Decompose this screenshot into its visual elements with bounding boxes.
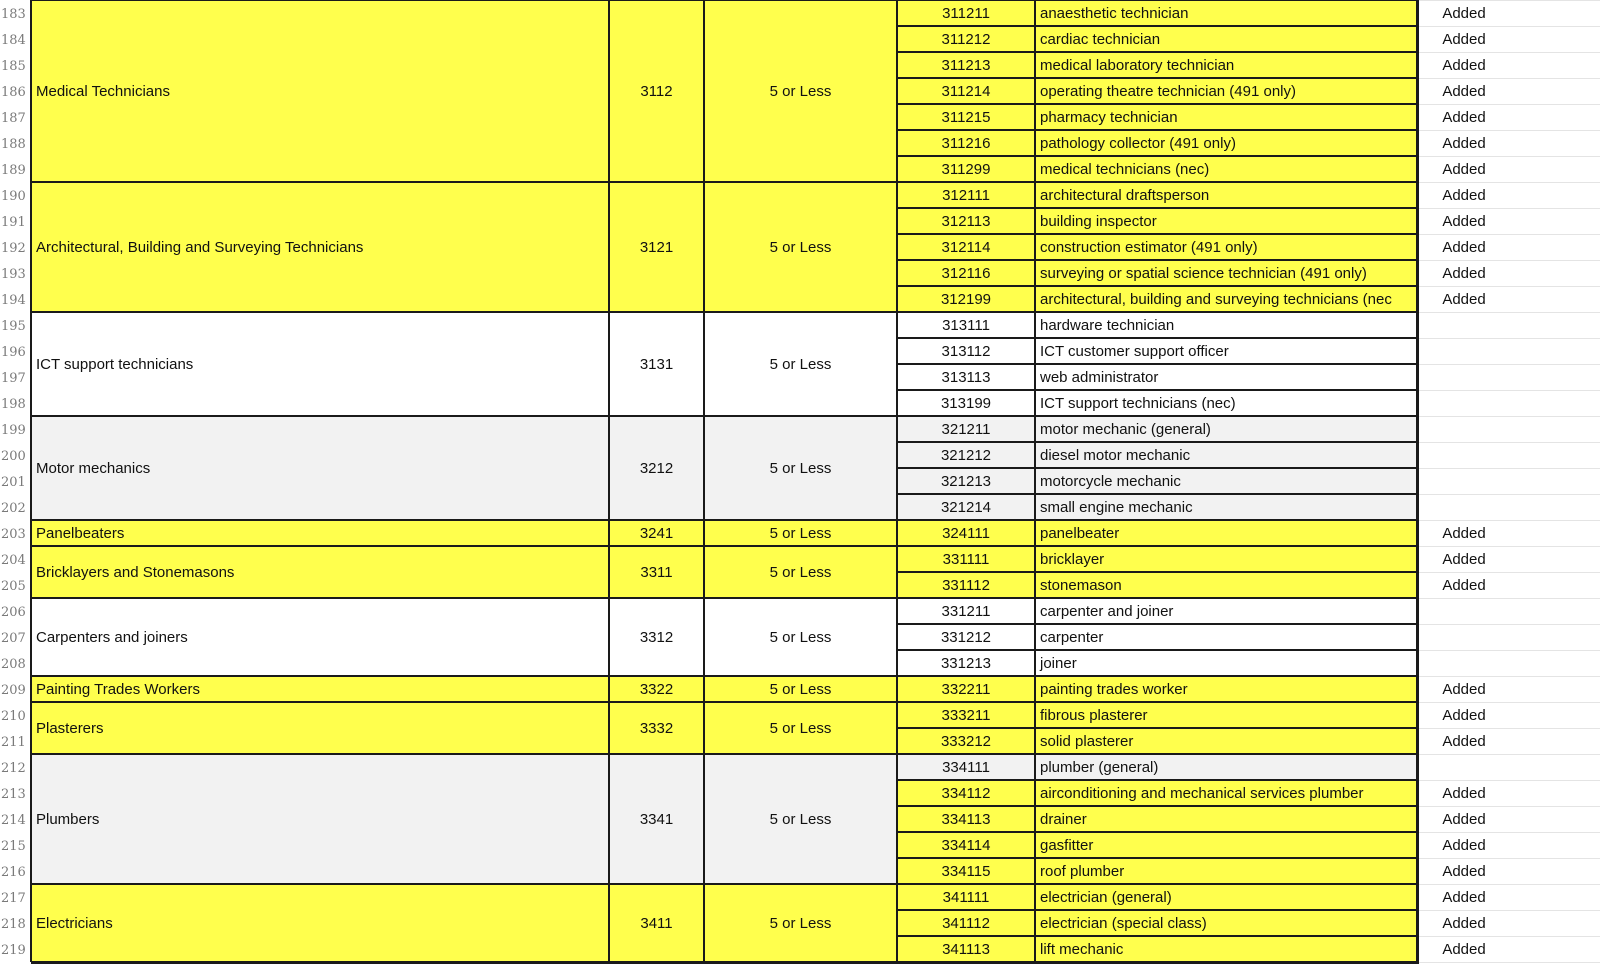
occupation-title-cell[interactable]: electrician (special class) — [1035, 910, 1417, 936]
occupation-code-cell[interactable]: 313111 — [897, 312, 1035, 338]
occupation-title-cell[interactable]: surveying or spatial science technician (491 only) — [1035, 260, 1417, 286]
status-cell[interactable] — [1418, 494, 1510, 520]
size-cell[interactable]: 5 or Less — [704, 546, 897, 598]
occupation-title-cell[interactable]: operating theatre technician (491 only) — [1035, 78, 1417, 104]
unit-group-name-cell[interactable]: ICT support technicians — [31, 312, 609, 416]
occupation-title-cell[interactable]: panelbeater — [1035, 520, 1417, 546]
status-cell[interactable] — [1418, 754, 1510, 780]
occupation-code-cell[interactable]: 331211 — [897, 598, 1035, 624]
size-cell[interactable]: 5 or Less — [704, 520, 897, 546]
status-cell[interactable]: Added — [1442, 810, 1486, 828]
occupation-code-cell[interactable]: 331112 — [897, 572, 1035, 598]
occupation-code-cell[interactable]: 341111 — [897, 884, 1035, 910]
row-number[interactable]: 213 — [1, 787, 26, 802]
row-number[interactable]: 189 — [1, 163, 26, 178]
row-number[interactable]: 208 — [1, 657, 26, 672]
row-number[interactable]: 184 — [1, 33, 26, 48]
row-number[interactable]: 188 — [1, 137, 26, 152]
occupation-title-cell[interactable]: anaesthetic technician — [1035, 0, 1417, 26]
size-cell[interactable]: 5 or Less — [704, 312, 897, 416]
occupation-title-cell[interactable]: stonemason — [1035, 572, 1417, 598]
unit-group-name-cell[interactable]: Plasterers — [31, 702, 609, 754]
occupation-code-cell[interactable]: 321213 — [897, 468, 1035, 494]
gridline — [1418, 962, 1600, 963]
size-cell[interactable]: 5 or Less — [704, 754, 897, 884]
status-cell[interactable]: Added — [1442, 862, 1486, 880]
occupation-title-cell[interactable]: cardiac technician — [1035, 26, 1417, 52]
row-number[interactable]: 207 — [1, 631, 26, 646]
status-cell[interactable]: Added — [1442, 732, 1486, 750]
occupation-title-cell[interactable]: airconditioning and mechanical services plumber — [1035, 780, 1417, 806]
occupation-code-cell[interactable]: 321211 — [897, 416, 1035, 442]
row-number[interactable]: 194 — [1, 293, 26, 308]
occupation-code-cell[interactable]: 311215 — [897, 104, 1035, 130]
status-cell[interactable] — [1418, 624, 1510, 650]
occupation-code-cell[interactable]: 334111 — [897, 754, 1035, 780]
occupation-code-cell[interactable]: 313112 — [897, 338, 1035, 364]
size-cell[interactable]: 5 or Less — [704, 884, 897, 962]
row-number[interactable]: 185 — [1, 59, 26, 74]
status-cell[interactable] — [1418, 442, 1510, 468]
occupation-code-cell[interactable]: 334113 — [897, 806, 1035, 832]
occupation-code-cell[interactable]: 321212 — [897, 442, 1035, 468]
row-number[interactable]: 212 — [1, 761, 26, 776]
unit-group-code-cell[interactable]: 3121 — [609, 182, 704, 312]
unit-group-code-cell[interactable]: 3112 — [609, 0, 704, 182]
size-cell[interactable]: 5 or Less — [704, 0, 897, 182]
occupation-title-cell[interactable]: joiner — [1035, 650, 1417, 676]
row-number[interactable]: 218 — [1, 917, 26, 932]
occupation-title-cell[interactable]: roof plumber — [1035, 858, 1417, 884]
row-number[interactable]: 204 — [1, 553, 26, 568]
row-number[interactable]: 211 — [1, 735, 26, 750]
row-number[interactable]: 217 — [1, 891, 26, 906]
status-cell[interactable]: Added — [1442, 836, 1486, 854]
row-number[interactable]: 196 — [1, 345, 26, 360]
occupation-title-cell[interactable]: building inspector — [1035, 208, 1417, 234]
occupation-code-cell[interactable]: 341112 — [897, 910, 1035, 936]
occupation-title-cell[interactable]: gasfitter — [1035, 832, 1417, 858]
size-cell[interactable]: 5 or Less — [704, 182, 897, 312]
table-right-border — [1416, 0, 1419, 962]
unit-group-name-cell[interactable]: Motor mechanics — [31, 416, 609, 520]
unit-group-name-cell[interactable]: Medical Technicians — [31, 0, 609, 182]
status-cell[interactable]: Added — [1442, 290, 1486, 308]
occupation-code-cell[interactable]: 331213 — [897, 650, 1035, 676]
row-number[interactable]: 216 — [1, 865, 26, 880]
row-number[interactable]: 209 — [1, 683, 26, 698]
occupation-code-cell[interactable]: 312114 — [897, 234, 1035, 260]
occupation-title-cell[interactable]: small engine mechanic — [1035, 494, 1417, 520]
status-cell[interactable]: Added — [1442, 134, 1486, 152]
status-cell[interactable]: Added — [1442, 108, 1486, 126]
unit-group-code-cell[interactable]: 3212 — [609, 416, 704, 520]
row-number[interactable]: 199 — [1, 423, 26, 438]
status-cell[interactable] — [1418, 468, 1510, 494]
occupation-title-cell[interactable]: carpenter and joiner — [1035, 598, 1417, 624]
unit-group-name-cell[interactable]: Panelbeaters — [31, 520, 609, 546]
occupation-title-cell[interactable]: pharmacy technician — [1035, 104, 1417, 130]
row-number[interactable]: 201 — [1, 475, 26, 490]
unit-group-code-cell[interactable]: 3241 — [609, 520, 704, 546]
row-number[interactable]: 186 — [1, 85, 26, 100]
occupation-code-cell[interactable]: 331212 — [897, 624, 1035, 650]
status-cell[interactable] — [1418, 598, 1510, 624]
occupation-code-cell[interactable]: 313199 — [897, 390, 1035, 416]
occupation-title-cell[interactable]: electrician (general) — [1035, 884, 1417, 910]
occupation-title-cell[interactable]: plumber (general) — [1035, 754, 1417, 780]
row-number[interactable]: 197 — [1, 371, 26, 386]
size-cell[interactable]: 5 or Less — [704, 598, 897, 676]
unit-group-name-cell[interactable]: Painting Trades Workers — [31, 676, 609, 702]
status-cell[interactable]: Added — [1442, 550, 1486, 568]
table-left-border — [30, 0, 32, 962]
occupation-code-cell[interactable]: 311211 — [897, 0, 1035, 26]
status-cell[interactable] — [1418, 364, 1510, 390]
occupation-code-cell[interactable]: 334115 — [897, 858, 1035, 884]
unit-group-name-cell[interactable]: Plumbers — [31, 754, 609, 884]
status-cell[interactable] — [1418, 390, 1510, 416]
occupation-title-cell[interactable]: architectural, building and surveying technicians (nec — [1035, 286, 1417, 312]
occupation-title-cell[interactable]: construction estimator (491 only) — [1035, 234, 1417, 260]
status-cell[interactable] — [1418, 416, 1510, 442]
status-cell[interactable]: Added — [1442, 56, 1486, 74]
status-cell[interactable]: Added — [1442, 888, 1486, 906]
row-number[interactable]: 192 — [1, 241, 26, 256]
occupation-title-cell[interactable]: motorcycle mechanic — [1035, 468, 1417, 494]
occupation-title-cell[interactable]: ICT support technicians (nec) — [1035, 390, 1417, 416]
row-number[interactable]: 200 — [1, 449, 26, 464]
status-cell[interactable]: Added — [1442, 784, 1486, 802]
occupation-code-cell[interactable]: 331111 — [897, 546, 1035, 572]
occupation-code-cell[interactable]: 321214 — [897, 494, 1035, 520]
unit-group-code-cell[interactable]: 3332 — [609, 702, 704, 754]
occupation-code-cell[interactable]: 312199 — [897, 286, 1035, 312]
unit-group-name-cell[interactable]: Architectural, Building and Surveying Technicians — [31, 182, 609, 312]
status-cell[interactable] — [1418, 650, 1510, 676]
unit-group-name-cell[interactable]: Carpenters and joiners — [31, 598, 609, 676]
occupation-title-cell[interactable]: ICT customer support officer — [1035, 338, 1417, 364]
occupation-code-cell[interactable]: 333212 — [897, 728, 1035, 754]
occupation-title-cell[interactable]: medical laboratory technician — [1035, 52, 1417, 78]
row-number[interactable]: 191 — [1, 215, 26, 230]
unit-group-code-cell[interactable]: 3411 — [609, 884, 704, 962]
occupation-title-cell[interactable]: diesel motor mechanic — [1035, 442, 1417, 468]
occupation-code-cell[interactable]: 311216 — [897, 130, 1035, 156]
occupation-title-cell[interactable]: lift mechanic — [1035, 936, 1417, 962]
status-cell[interactable]: Added — [1442, 264, 1486, 282]
occupation-title-cell[interactable]: carpenter — [1035, 624, 1417, 650]
row-number[interactable]: 198 — [1, 397, 26, 412]
size-cell[interactable]: 5 or Less — [704, 702, 897, 754]
row-number[interactable]: 195 — [1, 319, 26, 334]
unit-group-code-cell[interactable]: 3322 — [609, 676, 704, 702]
row-number[interactable]: 183 — [1, 7, 26, 22]
row-number[interactable]: 210 — [1, 709, 26, 724]
occupation-title-cell[interactable]: bricklayer — [1035, 546, 1417, 572]
occupation-title-cell[interactable]: hardware technician — [1035, 312, 1417, 338]
row-number[interactable]: 205 — [1, 579, 26, 594]
occupation-title-cell[interactable]: fibrous plasterer — [1035, 702, 1417, 728]
row-number[interactable]: 203 — [1, 527, 26, 542]
occupation-title-cell[interactable]: web administrator — [1035, 364, 1417, 390]
status-cell[interactable]: Added — [1442, 576, 1486, 594]
status-cell[interactable]: Added — [1442, 706, 1486, 724]
occupation-title-cell[interactable]: pathology collector (491 only) — [1035, 130, 1417, 156]
status-cell[interactable]: Added — [1442, 238, 1486, 256]
occupation-title-cell[interactable]: architectural draftsperson — [1035, 182, 1417, 208]
status-cell[interactable]: Added — [1442, 680, 1486, 698]
status-cell[interactable]: Added — [1442, 4, 1486, 22]
unit-group-code-cell[interactable]: 3341 — [609, 754, 704, 884]
row-number[interactable]: 215 — [1, 839, 26, 854]
occupation-code-cell[interactable]: 311213 — [897, 52, 1035, 78]
occupation-code-cell[interactable]: 333211 — [897, 702, 1035, 728]
status-cell[interactable] — [1418, 338, 1510, 364]
status-cell[interactable]: Added — [1442, 30, 1486, 48]
occupation-code-cell[interactable]: 311299 — [897, 156, 1035, 182]
unit-group-code-cell[interactable]: 3312 — [609, 598, 704, 676]
occupation-code-cell[interactable]: 311212 — [897, 26, 1035, 52]
occupation-code-cell[interactable]: 341113 — [897, 936, 1035, 962]
occupation-code-cell[interactable]: 311214 — [897, 78, 1035, 104]
status-cell[interactable]: Added — [1442, 82, 1486, 100]
status-cell[interactable]: Added — [1442, 186, 1486, 204]
occupation-code-cell[interactable]: 312111 — [897, 182, 1035, 208]
unit-group-name-cell[interactable]: Bricklayers and Stonemasons — [31, 546, 609, 598]
status-cell[interactable] — [1418, 312, 1510, 338]
occupation-title-cell[interactable]: drainer — [1035, 806, 1417, 832]
occupation-title-cell[interactable]: painting trades worker — [1035, 676, 1417, 702]
row-number[interactable]: 190 — [1, 189, 26, 204]
unit-group-code-cell[interactable]: 3311 — [609, 546, 704, 598]
status-cell[interactable]: Added — [1442, 524, 1486, 542]
occupation-title-cell[interactable]: medical technicians (nec) — [1035, 156, 1417, 182]
row-number[interactable]: 206 — [1, 605, 26, 620]
occupation-title-cell[interactable]: motor mechanic (general) — [1035, 416, 1417, 442]
status-cell[interactable]: Added — [1442, 160, 1486, 178]
unit-group-name-cell[interactable]: Electricians — [31, 884, 609, 962]
occupation-code-cell[interactable]: 312116 — [897, 260, 1035, 286]
row-number[interactable]: 187 — [1, 111, 26, 126]
occupation-code-cell[interactable]: 332211 — [897, 676, 1035, 702]
occupation-code-cell[interactable]: 334114 — [897, 832, 1035, 858]
row-number[interactable]: 193 — [1, 267, 26, 282]
size-cell[interactable]: 5 or Less — [704, 676, 897, 702]
status-cell[interactable]: Added — [1442, 212, 1486, 230]
status-cell[interactable]: Added — [1442, 940, 1486, 958]
unit-group-code-cell[interactable]: 3131 — [609, 312, 704, 416]
occupation-code-cell[interactable]: 324111 — [897, 520, 1035, 546]
row-number[interactable]: 214 — [1, 813, 26, 828]
size-cell[interactable]: 5 or Less — [704, 416, 897, 520]
occupation-code-cell[interactable]: 312113 — [897, 208, 1035, 234]
occupation-code-cell[interactable]: 334112 — [897, 780, 1035, 806]
row-number[interactable]: 219 — [1, 943, 26, 958]
row-number[interactable]: 202 — [1, 501, 26, 516]
occupation-title-cell[interactable]: solid plasterer — [1035, 728, 1417, 754]
status-cell[interactable]: Added — [1442, 914, 1486, 932]
occupation-code-cell[interactable]: 313113 — [897, 364, 1035, 390]
